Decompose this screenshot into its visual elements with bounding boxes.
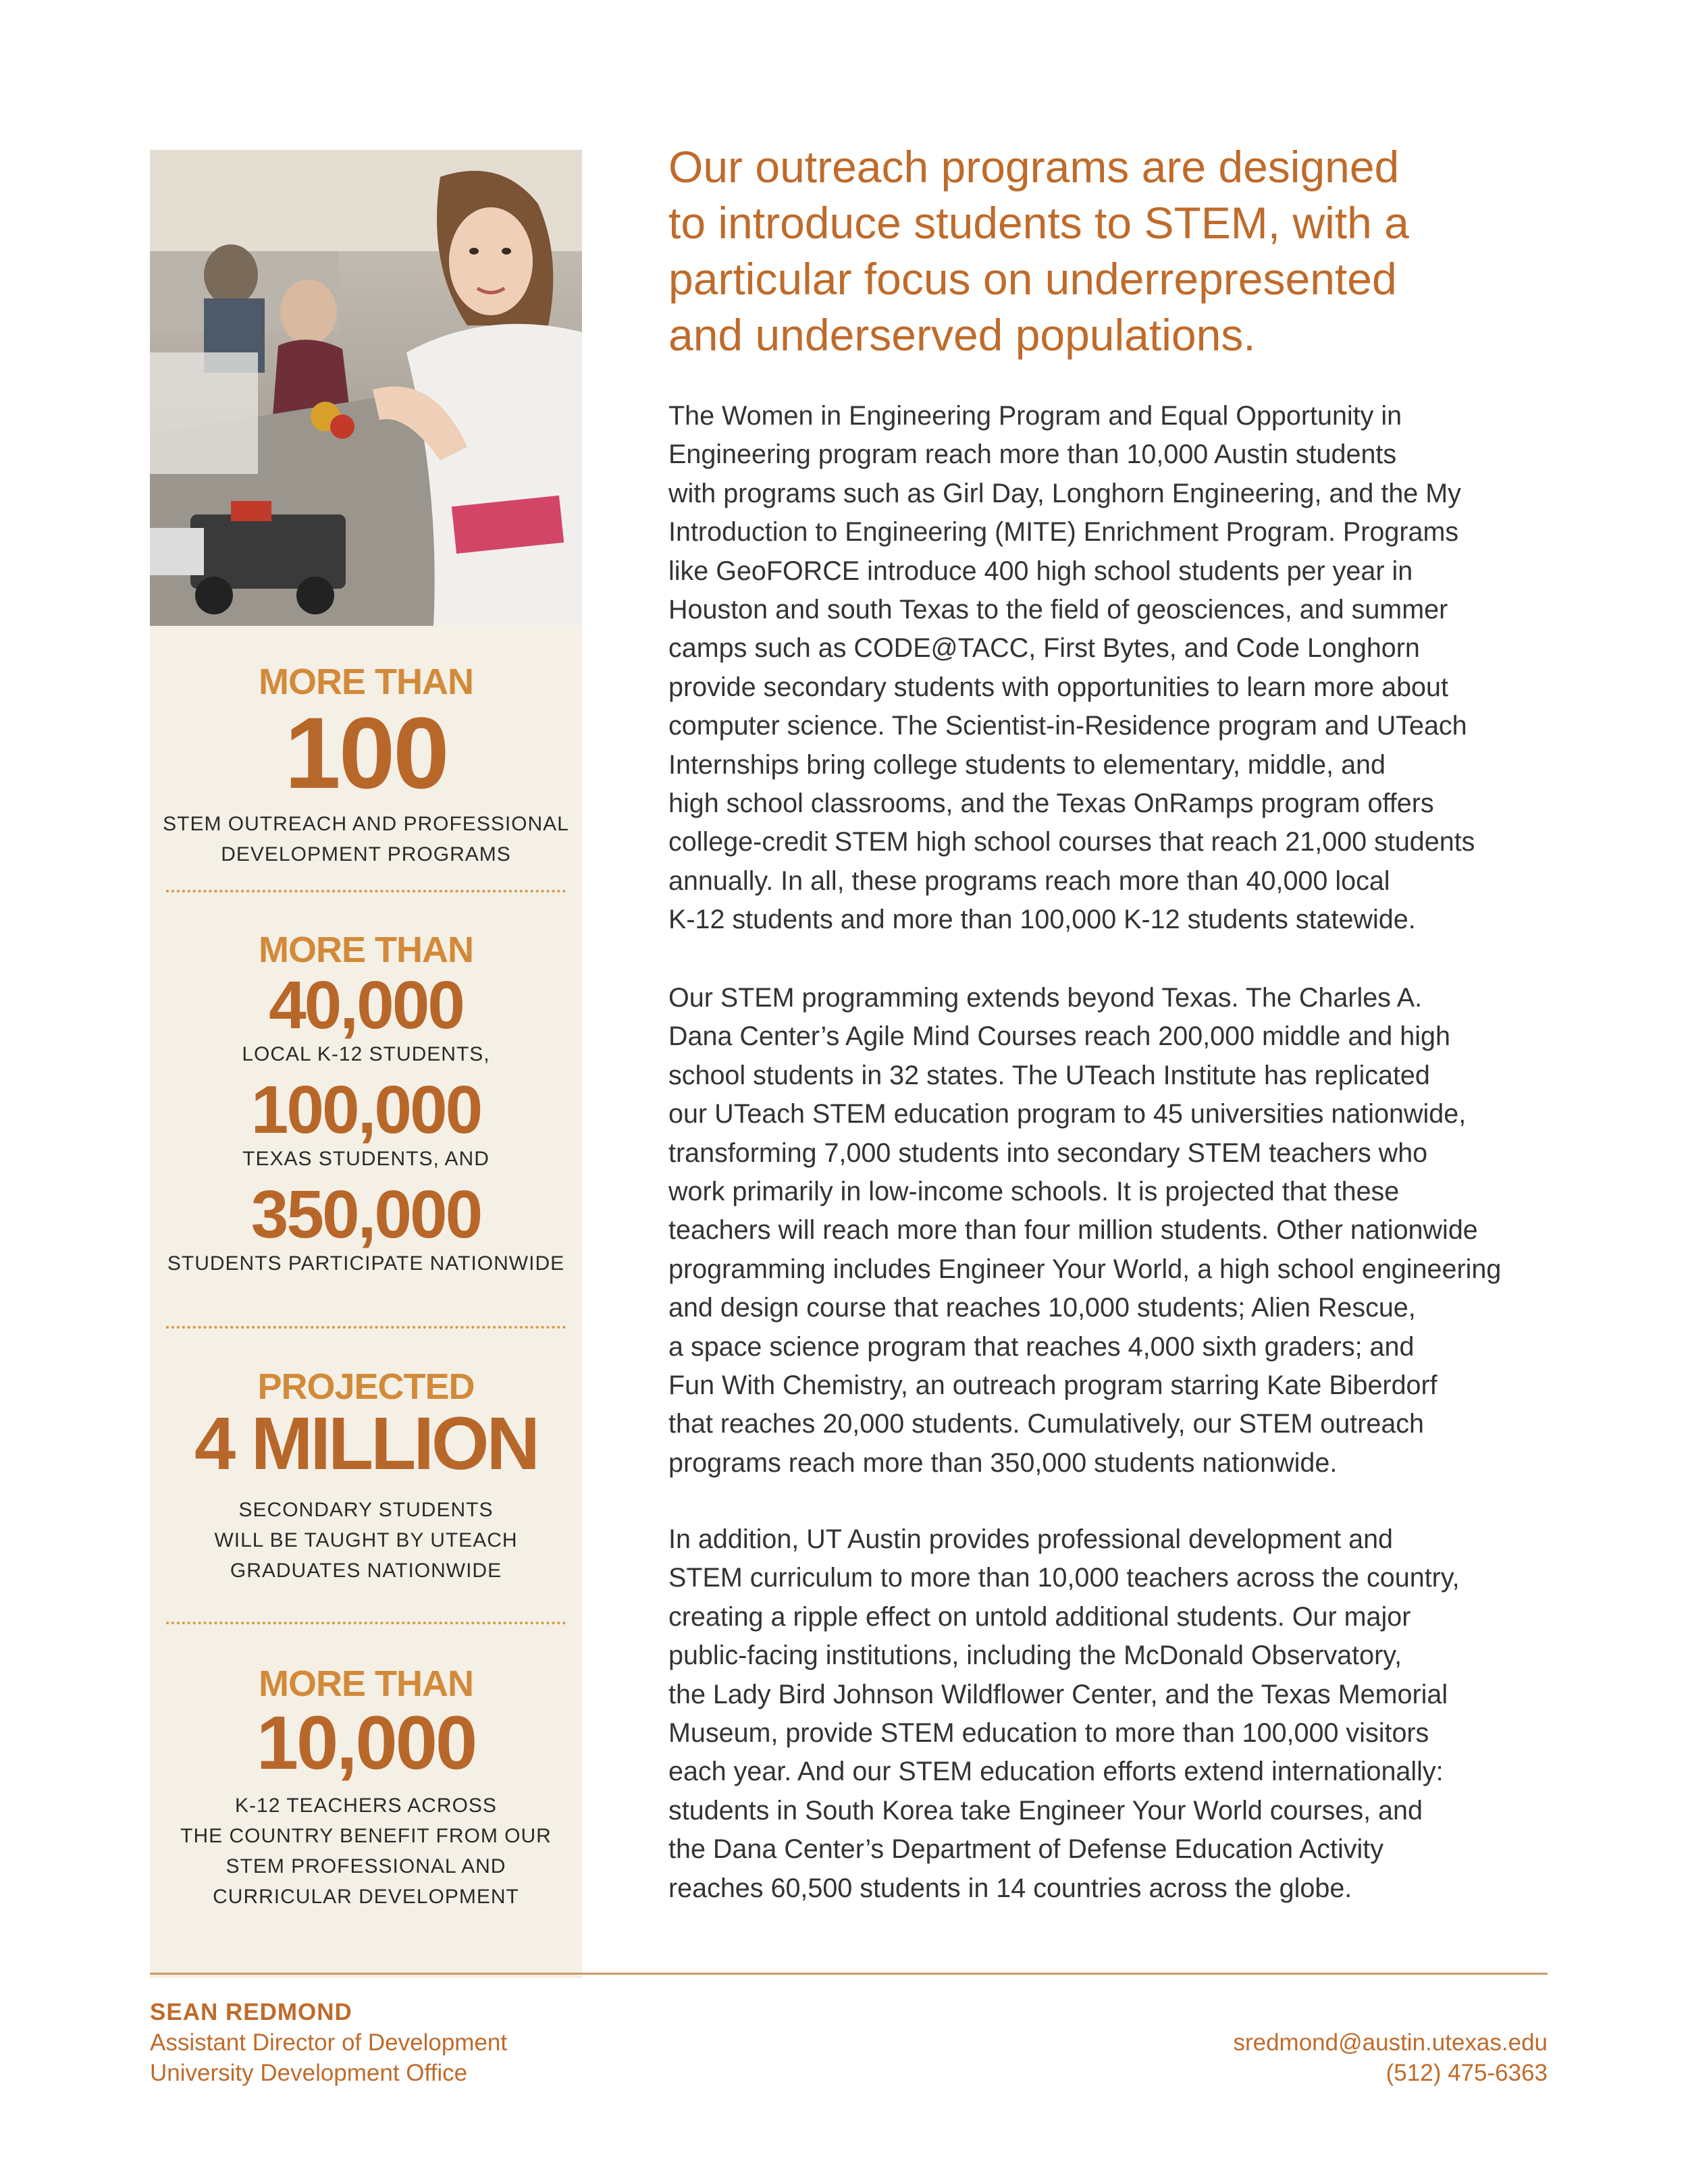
- stat-number: 4 MILLION: [194, 1402, 537, 1485]
- contact-info: [150, 1997, 507, 2088]
- stat-number-texas: 100,000: [250, 1072, 481, 1148]
- contact-name: SEAN REDMOND: [150, 1999, 352, 2025]
- stat-kicker: MORE THAN: [259, 662, 473, 702]
- contact-title: Assistant Director of Development: [150, 2029, 508, 2056]
- stat-description-nationwide: STUDENTS PARTICIPATE NATIONWIDE: [167, 1252, 565, 1275]
- contact-phone: (512) 475-6363: [1386, 2060, 1548, 2086]
- dotted-divider: [166, 890, 566, 893]
- stat-teachers: [150, 1663, 582, 1912]
- stats-sidebar: [150, 150, 582, 1978]
- dotted-divider: [166, 1622, 566, 1624]
- stat-outreach-programs: [150, 662, 582, 870]
- stat-kicker: PROJECTED: [257, 1366, 475, 1407]
- stat-number-local: 40,000: [269, 967, 463, 1043]
- contact-office: University Development Office: [150, 2060, 468, 2086]
- dotted-divider: [166, 1326, 566, 1329]
- stat-description: SECONDARY STUDENTS WILL BE TAUGHT BY UTEACH GRADUATES NATIONWIDE: [214, 1499, 518, 1582]
- stat-kicker: MORE THAN: [259, 1663, 473, 1704]
- stat-kicker: MORE THAN: [259, 930, 473, 970]
- stat-description-texas: TEXAS STUDENTS, AND: [242, 1148, 490, 1170]
- stat-description-local: LOCAL K-12 STUDENTS,: [242, 1043, 490, 1065]
- body-paragraph-3: In addition, UT Austin provides professional development and STEM curriculum to more than 10,000 teachers across the country, creating a ripple effect on untold additional students. Our major public-facing institutions, including the McDonald Observatory, the Lady Bird Johnson Wildflower Center, and the Texas Memorial Museum, provide STEM education to more than 100,000 visitors each year. And our STEM education efforts extend internationally: students in South Korea take Engineer Your World courses, and the Dana Center’s Department of Defense Education Activity reaches 60,500 students in 14 countries across the globe.: [668, 1524, 1460, 1903]
- stat-projected-students: [150, 1366, 582, 1586]
- stat-students-reached: [150, 930, 582, 1279]
- stat-description: K-12 TEACHERS ACROSS THE COUNTRY BENEFIT FROM OUR STEM PROFESSIONAL AND CURRICULAR DEVELOPMENT: [180, 1794, 552, 1908]
- stat-number-nationwide: 350,000: [250, 1177, 481, 1252]
- body-paragraph-2: Our STEM programming extends beyond Texas. The Charles A. Dana Center’s Agile Mind Courses reach 200,000 middle and high school students in 32 states. The UTeach Institute has replicated our UTeach STEM education program to 45 universities nationwide, transforming 7,000 students into secondary STEM teachers who work primarily in low-income schools. It is projected that these teachers will reach more than four million students. Other nationwide programming includes Engineer Your World, a high school engineering and design course that reaches 10,000 students; Alien Rescue, a space science program that reaches 4,000 sixth graders; and Fun With Chemistry, an outreach program starring Kate Biberdorf that reaches 20,000 students. Cumulatively, our STEM outreach programs reach more than 350,000 students nationwide.: [668, 983, 1502, 1478]
- footer-rule: [150, 1973, 1548, 1975]
- student-robotics-photo: [150, 150, 582, 626]
- stat-number: 100: [284, 696, 448, 809]
- contact-email-link[interactable]: sredmond@austin.utexas.edu: [1233, 2029, 1548, 2056]
- headline: Our outreach programs are designed to introduce students to STEM, with a particular focus on underrepresented and underserved populations.: [668, 142, 1409, 360]
- stat-number: 10,000: [256, 1701, 476, 1785]
- body-paragraph-1: The Women in Engineering Program and Equal Opportunity in Engineering program reach more than 10,000 Austin students with programs such as Girl Day, Longhorn Engineering, and the My Introduction to Engineering (MITE) Enrichment Program. Programs like GeoFORCE introduce 400 high school students per year in Houston and south Texas to the field of geosciences, and summer camps such as CODE@TACC, First Bytes, and Code Longhorn provide secondary students with opportunities to learn more about computer science. The Scientist-in-Residence program and UTeach Internships bring college students to elementary, middle, and high school classrooms, and the Texas OnRamps program offers college-credit STEM high school courses that reach 21,000 students annually. In all, these programs reach more than 40,000 local K-12 students and more than 100,000 K-12 students statewide.: [668, 401, 1475, 935]
- stat-description: STEM OUTREACH AND PROFESSIONAL DEVELOPMENT PROGRAMS: [163, 813, 569, 865]
- contact-details: [1134, 2027, 1548, 2088]
